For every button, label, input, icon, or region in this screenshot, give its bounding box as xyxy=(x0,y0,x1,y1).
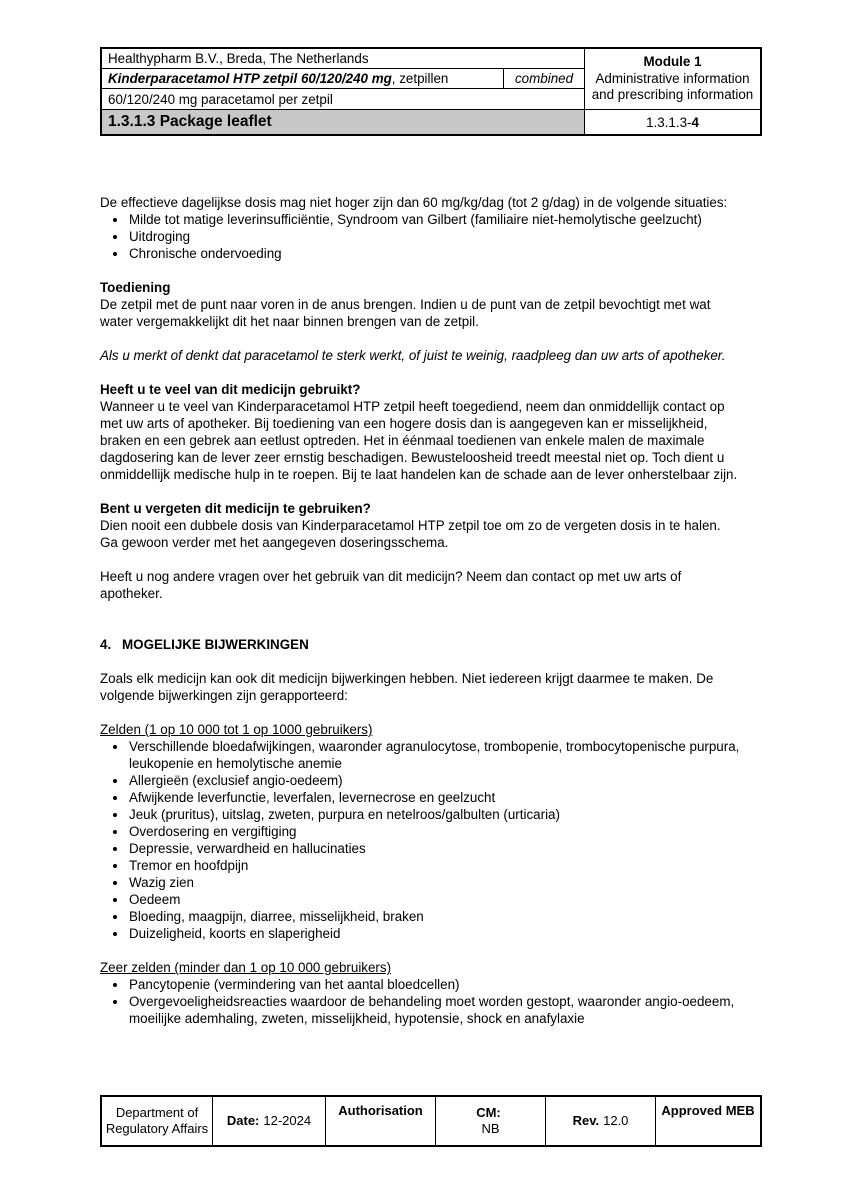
list-item: • Bloeding, maagpijn, diarree, misselijkheid, braken xyxy=(128,908,740,925)
overdose-text: Wanneer u te veel van Kinderparacetamol HTP zetpil heeft toegediend, neem dan onmiddellijk contact op met uw arts of apotheker. Bij toediening van een hogere dosis dan is aangegeven kan er misselijkheid, braken en een gebrek aan eetlust optreden. Het in éénmaal toedienen van enkele malen de maximale dagdosering kan de lever zeer ernstig beschadigen. Bewusteloosheid treedt meestal niet op. Toch dient u onmiddellijk medische hulp in te roepen. Bij te laat handelen kan de schade aan de lever onherstelbaar zijn. xyxy=(100,399,738,482)
footer-date xyxy=(212,1097,325,1145)
page-reference: 1.3.1.3- 4 xyxy=(584,109,760,134)
strength-line: 60/120/240 mg paracetamol per zetpil xyxy=(108,91,333,107)
module-line2: Administrative information xyxy=(595,70,750,86)
rare-side-effects-list xyxy=(100,738,740,942)
rev-label: Rev. xyxy=(572,1112,600,1128)
company-name: Healthypharm B.V., Breda, The Netherlands xyxy=(102,49,584,69)
italic-note: Als u merkt of denkt dat paracetamol te sterk werkt, of juist te weinig, raadpleeg dan uw arts of apotheker. xyxy=(100,348,726,363)
forgot-text: Dien nooit een dubbele dosis van Kinderparacetamol HTP zetpil toe om zo de vergeten dosis in te halen. Ga gewoon verder met het aangegeven doseringsschema. xyxy=(100,518,721,550)
cm-value: NB xyxy=(481,1121,500,1136)
product-name: Kinderparacetamol HTP zetpil 60/120/240 mg xyxy=(108,71,392,86)
date-label: Date: xyxy=(226,1112,260,1128)
module-title: Module 1 xyxy=(643,54,702,70)
list-item: • Depressie, verwardheid en hallucinaties xyxy=(128,840,740,857)
dose-intro: De effectieve dagelijkse dosis mag niet hoger zijn dan 60 mg/kg/dag (tot 2 g/dag) in de volgende situaties: xyxy=(100,195,728,210)
combined-label: combined xyxy=(503,69,584,89)
module-line3: and prescribing information xyxy=(591,87,754,103)
heading-overdose: Heeft u te veel van dit medicijn gebruikt? xyxy=(100,382,361,397)
footer-revision xyxy=(545,1097,655,1145)
questions-text: Heeft u nog andere vragen over het gebruik van dit medicijn? Neem dan contact op met uw arts of apotheker. xyxy=(100,569,682,601)
header-table xyxy=(100,47,762,136)
list-item: • Oedeem xyxy=(128,891,740,908)
list-item: • Afwijkende leverfunctie, leverfalen, levernecrose en geelzucht xyxy=(128,789,740,806)
cm-label: CM: xyxy=(476,1104,501,1120)
product-form: , zetpillen xyxy=(391,71,449,86)
rev-value: 12.0 xyxy=(603,1112,629,1128)
date-value: 12-2024 xyxy=(263,1112,312,1128)
rare-heading: Zelden (1 op 10 000 tot 1 op 1000 gebruikers) xyxy=(100,722,373,737)
very-rare-side-effects-list xyxy=(100,976,740,1027)
footer-authorisation: Authorisation xyxy=(325,1097,435,1145)
dose-conditions-list xyxy=(100,211,740,262)
toediening-text: De zetpil met de punt naar voren in de anus brengen. Indien u de punt van de zetpil bevochtigt met wat water vergemakkelijkt dit het naar binnen brengen van de zetpil. xyxy=(100,297,711,329)
leaflet-body xyxy=(100,194,740,1027)
list-item: • Overgevoeligheidsreacties waardoor de behandeling moet worden gestopt, waaronder angio-oedeem, moeilijke ademhaling, zweten, misselijkheid, hypotensie, shock en anafylaxie xyxy=(128,993,740,1027)
list-item: • Uitdroging xyxy=(128,228,740,245)
heading-forgot: Bent u vergeten dit medicijn te gebruiken? xyxy=(100,501,371,516)
section4-intro: Zoals elk medicijn kan ook dit medicijn bijwerkingen hebben. Niet iedereen krijgt daarmee te maken. De volgende bijwerkingen zijn gerapporteerd: xyxy=(100,671,714,703)
list-item: • Allergieën (exclusief angio-oedeem) xyxy=(128,772,740,789)
footer-department: Department of Regulatory Affairs xyxy=(105,1104,209,1136)
footer-cm xyxy=(435,1097,545,1145)
module-info xyxy=(584,49,760,109)
list-item: • Tremor en hoofdpijn xyxy=(128,857,740,874)
product-title xyxy=(102,69,503,89)
section4-heading xyxy=(100,636,740,653)
list-item: • Overdosering en vergiftiging xyxy=(128,823,740,840)
list-item: • Milde tot matige leverinsufficiëntie, Syndroom van Gilbert (familiaire niet-hemolytische geelzucht) xyxy=(128,211,740,228)
heading-toediening: Toediening xyxy=(100,280,171,295)
list-item: • Jeuk (pruritus), uitslag, zweten, purpura en netelroos/galbulten (urticaria) xyxy=(128,806,740,823)
list-item: • Verschillende bloedafwijkingen, waaronder agranulocytose, trombopenie, trombocytopenische purpura, leukopenie en hemolytische anemie xyxy=(128,738,740,772)
section4-number: 4. xyxy=(100,637,112,652)
list-item: • Chronische ondervoeding xyxy=(128,245,740,262)
list-item: • Duizeligheid, koorts en slaperigheid xyxy=(128,925,740,942)
section-title-bar: 1.3.1.3 Package leaflet xyxy=(102,109,584,134)
very-rare-heading: Zeer zelden (minder dan 1 op 10 000 gebruikers) xyxy=(100,960,392,975)
footer-approved: Approved MEB xyxy=(655,1097,760,1145)
section4-title: MOGELIJKE BIJWERKINGEN xyxy=(122,637,309,652)
list-item: • Pancytopenie (vermindering van het aantal bloedcellen) xyxy=(128,976,740,993)
footer-table xyxy=(100,1095,762,1147)
list-item: • Wazig zien xyxy=(128,874,740,891)
